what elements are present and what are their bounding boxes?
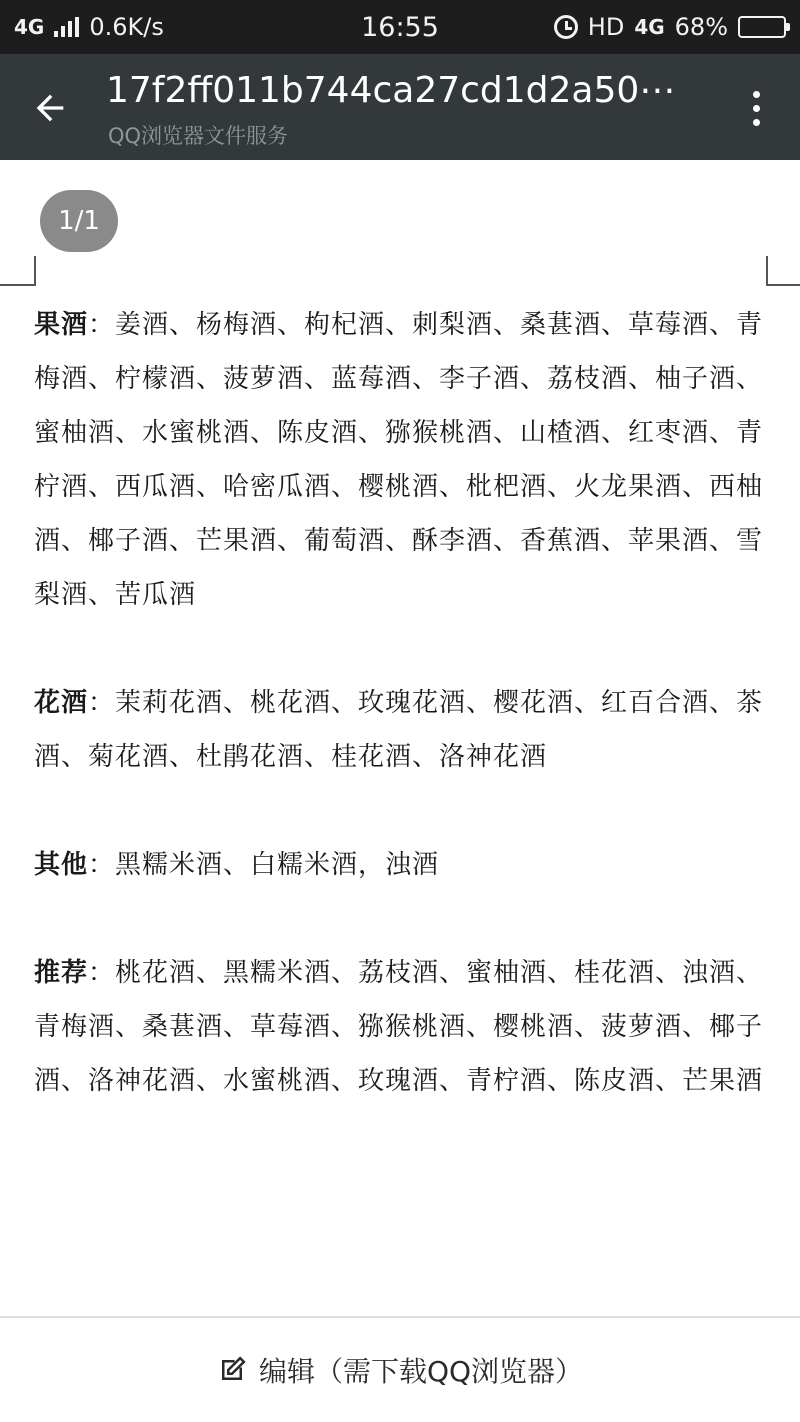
app-bar bbox=[0, 54, 800, 160]
section-text: ：姜酒、杨梅酒、枸杞酒、刺梨酒、桑葚酒、草莓酒、青梅酒、柠檬酒、菠萝酒、蓝莓酒、李子酒、荔枝酒、柚子酒、蜜柚酒、水蜜桃酒、陈皮酒、猕猴桃酒、山楂酒、红枣酒、青柠酒、西瓜酒、哈密瓜酒、樱桃酒、枇杷酒、火龙果酒、西柚酒、椰子酒、芒果酒、葡萄酒、酥李酒、香蕉酒、苹果酒、雪梨酒、苦瓜酒 bbox=[34, 310, 764, 610]
corner-mark-left-h bbox=[0, 284, 34, 286]
corner-mark-left bbox=[34, 256, 36, 286]
section-other bbox=[34, 838, 766, 892]
more-vertical-icon[interactable] bbox=[736, 82, 776, 134]
section-fruit-wine bbox=[34, 298, 766, 622]
hd-indicator: HD bbox=[587, 13, 625, 41]
edit-icon bbox=[217, 1355, 247, 1385]
network-type-right: 4G bbox=[634, 15, 665, 39]
page-indicator: 1/1 bbox=[40, 190, 118, 252]
status-left bbox=[14, 13, 164, 41]
section-label: 果酒 bbox=[34, 310, 89, 340]
section-label: 推荐 bbox=[34, 958, 89, 988]
status-bar bbox=[0, 0, 800, 54]
battery-icon bbox=[738, 16, 786, 38]
alarm-icon bbox=[554, 15, 578, 39]
status-right bbox=[554, 13, 786, 41]
network-speed: 0.6K/s bbox=[89, 13, 164, 41]
clock: 16:55 bbox=[361, 11, 439, 43]
corner-mark-right-h bbox=[766, 284, 800, 286]
section-flower-wine bbox=[34, 676, 766, 784]
edit-label: 编辑（需下载QQ浏览器） bbox=[258, 1355, 584, 1388]
section-text: ：茉莉花酒、桃花酒、玫瑰花酒、樱花酒、红百合酒、茶酒、菊花酒、杜鹃花酒、桂花酒、洛神花酒 bbox=[34, 688, 764, 772]
back-button[interactable] bbox=[22, 80, 78, 136]
section-recommended bbox=[34, 946, 766, 1108]
section-label: 花酒 bbox=[34, 688, 89, 718]
corner-mark-right bbox=[766, 256, 768, 286]
app-subtitle: QQ浏览器文件服务 bbox=[108, 124, 289, 148]
file-title: 17f2ff011b744ca27cd1d2a50⋯ bbox=[106, 70, 676, 111]
section-text: ：黑糯米酒、白糯米酒，浊酒 bbox=[88, 850, 440, 880]
network-type: 4G bbox=[14, 15, 45, 39]
document-content bbox=[34, 298, 766, 1162]
signal-icon bbox=[54, 17, 79, 37]
arrow-left-icon bbox=[30, 88, 70, 128]
edit-button[interactable] bbox=[0, 1318, 800, 1422]
section-text: ：桃花酒、黑糯米酒、荔枝酒、蜜柚酒、桂花酒、浊酒、青梅酒、桑葚酒、草莓酒、猕猴桃酒、樱桃酒、菠萝酒、椰子酒、洛神花酒、水蜜桃酒、玫瑰酒、青柠酒、陈皮酒、芒果酒 bbox=[34, 958, 764, 1096]
section-label: 其他 bbox=[34, 850, 89, 880]
battery-percent: 68% bbox=[674, 13, 728, 41]
